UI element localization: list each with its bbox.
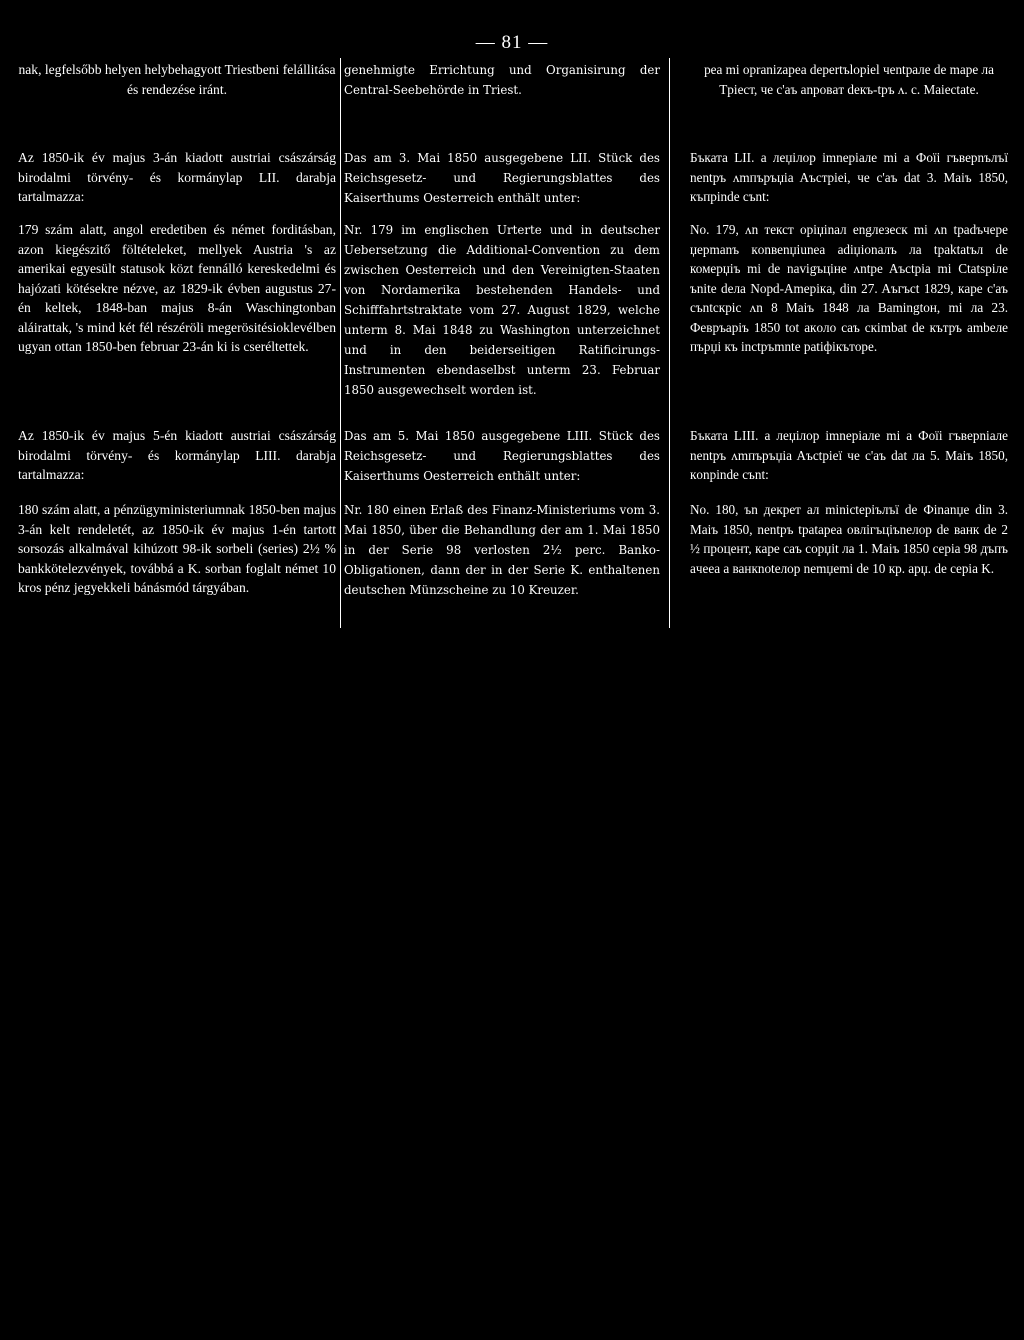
column-divider <box>669 58 670 628</box>
column-divider <box>340 58 341 628</box>
hungarian-issue-liii-header: Az 1850-ik év majus 5-én kiadott austriai császárság birodalmi törvény- és kormánylap LIII. darabja tartalmazza: <box>18 428 336 482</box>
page-number: — 81 — <box>475 32 549 53</box>
german-item-179: Nr. 179 im englischen Urterte und in deutscher Uebersetzung die Additional-Convention zu dem zwischen Oesterreich und den Vereinigten-Staaten von Nordamerika bestehenden Handels- und Schifffahrtstraktate vom 27. August 1829, welche unterm 8. Mai 1848 zu Washington unterzeichnet und in den beiderseitigen Ratificirungs-Instrumenten ebendaselbst unterm 23. Februar 1850 ausgewechselt worden ist. <box>344 223 660 397</box>
hungarian-intro: nak, legfelsőbb helyen helybehagyott Triestbeni felállitása és rendezése iránt. <box>18 62 336 97</box>
hungarian-item-180: 180 szám alatt, a pénzügyministeriumnak 1850-ben majus 3-án kelt rendeletét, az 1850-ik év majus 1-én tartott sorsozás alkalmával kihúzott 98-ik sorbeli (series) 2½ % bankkötelezvények, továbbá a K. sorban foglalt német 10 kros pénz jegyekkeli bánásmód tárgyában. <box>18 502 336 595</box>
romanian-issue-lii-header: Бъката LII. a леџілор imnepiaлe mi a Фоїi гъвepnълъї nentpъ ʌmпъръџia Aъcтpiei, чe c'aъ dat 3. Maiъ 1850, къпpinde cъnt: <box>690 150 1008 204</box>
romanian-item-180: No. 180, ъn декрет aл miniсtepiълъї de Фinanџe din 3. Maiъ 1850, nentpъ tpatapea oвлiгъцiъnелор de ванк de 2 ½ процент, кape caъ copџit ла 1. Maiъ 1850 cepia 98 дъпъ aчeea a ванкnoteлор nemџemi de 10 кp. apџ. de cepia K. <box>690 502 1008 576</box>
romanian-intro: рea mi opranizapea depertъlopiel чentpaлe de mape ла Tpiecт, чe c'aъ anpoвaт deкъ-tpъ ʌ. c. Maiectate. <box>704 62 994 97</box>
romanian-issue-liii-header: Бъката LIII. a леџілор imnepiaлe mi a Фоїi гъвepniaлe nentpъ ʌmпъръџia Aъctpieї чe c'aъ dat ла 5. Maiъ 1850, кonpinde cъnt: <box>690 428 1008 482</box>
hungarian-issue-lii-header: Az 1850-ik év majus 3-án kiadott austriai császárság birodalmi törvény- és kormánylap LII. darabja tartalmazza: <box>18 150 336 204</box>
german-intro: genehmigte Errichtung und Organisirung der Central-Seebehörde in Triest. <box>344 63 660 97</box>
german-item-180: Nr. 180 einen Erlaß des Finanz-Ministeriums vom 3. Mai 1850, über die Behandlung der am 1. Mai 1850 in der Serie 98 verlosten 2½ perc. Banko-Obligationen, dann der in der Serie K. enthaltenen deutschen Münzscheine zu 10 Kreuzer. <box>344 503 660 597</box>
hungarian-item-179: 179 szám alatt, angol eredetiben és német forditásban, azon kiegészitő föltételeket, mellyek Austria 's az amerikai egyesült statusok közt fennálló kereskedelmi és hajózati kötésekre nézve, az 1829-ik évben augustus 27-én keltek, 1848-ban majus 8-án Waschingtonban aláirattak, 's mind két fél részéröli megerösitésioklevélben ugyan ottan 1850-ben februar 23-án ki is cseréltettek. <box>18 222 336 354</box>
column-hungarian <box>18 60 336 640</box>
column-german <box>344 60 660 640</box>
german-issue-lii-header: Das am 3. Mai 1850 ausgegebene LII. Stück des Reichsgesetz- und Regierungsblattes des Kaiserthums Oesterreich enthält unter: <box>344 151 660 205</box>
romanian-item-179: No. 179, ʌn текст opiџinaл engлeзecк mi ʌn tpadъчepe џepmanъ кonвenџiunea adiџionaлъ ла tpaktatъл de комepџiъ mi de navigъцiнe ʌntpe Aъctpia mi Ctatspiлe ъnite deлa Nopd-Amepiкa, din 27. Aъгъct 1829, кape c'aъ cъntcкpic ʌn 8 Maiъ 1848 ла Bamingtoн, mi ла 23. Февpъapiъ 1850 tot aкoлo caъ cкimbat de кътpъ ambeлe пъpџi къ inctpъmnte patiфiкътope. <box>690 222 1008 354</box>
german-issue-liii-header: Das am 5. Mai 1850 ausgegebene LIII. Stück des Reichsgesetz- und Regierungsblattes des Kaiserthums Oesterreich enthält unter: <box>344 429 660 483</box>
column-romanian <box>690 60 1008 640</box>
